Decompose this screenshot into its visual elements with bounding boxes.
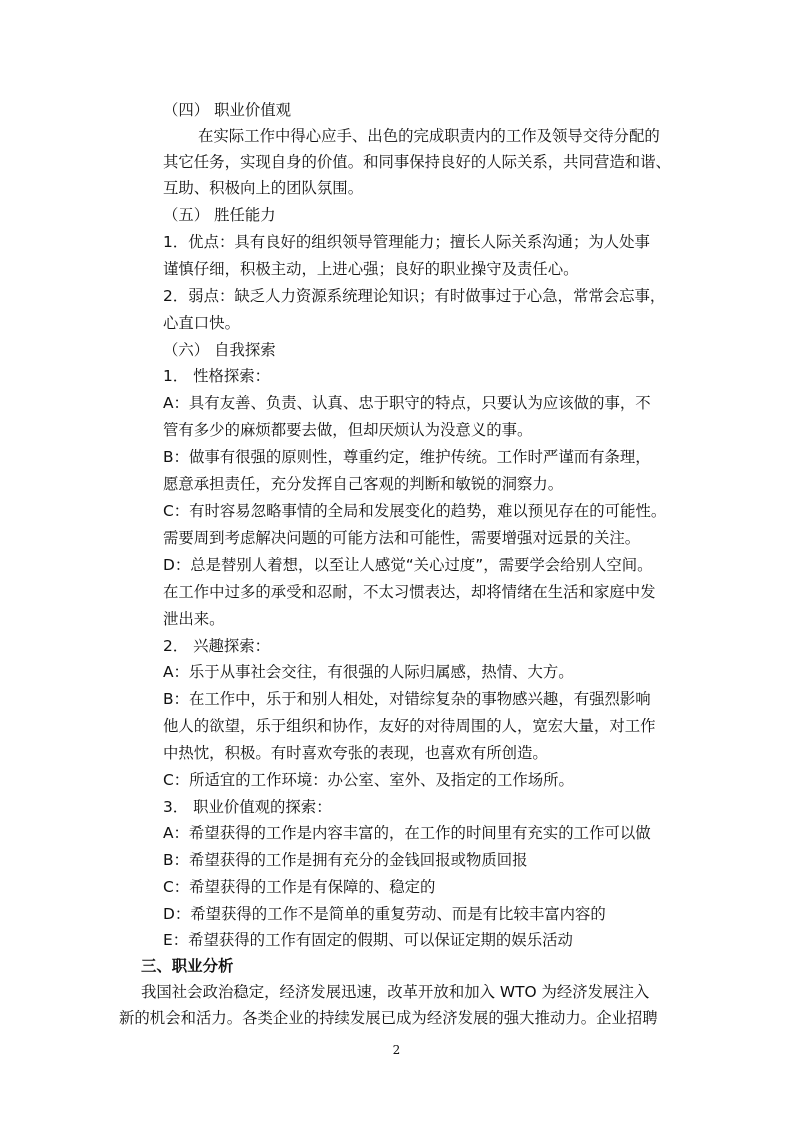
paragraph-line: C：所适宜的工作环境：办公室、室外、及指定的工作场所。 bbox=[163, 771, 574, 789]
paragraph-line: B：希望获得的工作是拥有充分的金钱回报或物质回报 bbox=[163, 851, 528, 869]
paragraph-line: E：希望获得的工作有固定的假期、可以保证定期的娱乐活动 bbox=[163, 931, 573, 949]
paragraph-line: 泄出来。 bbox=[163, 610, 225, 628]
subheading-personality: 1． 性格探索： bbox=[163, 367, 271, 385]
paragraph-line: C：希望获得的工作是有保障的、稳定的 bbox=[163, 878, 436, 896]
paragraph-line: B：做事有很强的原则性，尊重约定，维护传统。工作时严谨而有条理， bbox=[163, 448, 651, 466]
subheading-interests: 2． 兴趣探索： bbox=[163, 637, 271, 655]
heading-competency: （五） 胜任能力 bbox=[163, 206, 276, 224]
paragraph-line: A：具有友善、负责、认真、忠于职守的特点，只要认为应该做的事，不 bbox=[163, 394, 651, 412]
paragraph-line: A：希望获得的工作是内容丰富的，在工作的时间里有充实的工作可以做 bbox=[163, 824, 651, 842]
paragraph-line: D：希望获得的工作不是简单的重复劳动、而是有比较丰富内容的 bbox=[163, 905, 606, 923]
paragraph-line: 其它任务，实现自身的价值。和同事保持良好的人际关系，共同营造和谐、 bbox=[163, 153, 671, 171]
paragraph-line: 1．优点：具有良好的组织领导管理能力；擅长人际关系沟通；为人处事 bbox=[163, 233, 650, 251]
paragraph-line: 互助、积极向上的团队氛围。 bbox=[163, 179, 364, 197]
paragraph-line: 心直口快。 bbox=[163, 314, 240, 332]
subheading-values-exploration: 3． 职业价值观的探索： bbox=[163, 798, 332, 816]
paragraph-line: C：有时容易忽略事情的全局和发展变化的趋势，难以预见存在的可能性。 bbox=[163, 502, 667, 520]
paragraph-line: 需要周到考虑解决问题的可能方法和可能性，需要增强对远景的关注。 bbox=[163, 529, 641, 547]
paragraph-line: D：总是替别人着想，以至让人感觉“关心过度”，需要学会给别人空间。 bbox=[163, 556, 653, 574]
paragraph-line: 谨慎仔细，积极主动，上进心强；良好的职业操守及责任心。 bbox=[163, 260, 579, 278]
paragraph-line: 愿意承担责任，充分发挥自己客观的判断和敏锐的洞察力。 bbox=[163, 475, 564, 493]
heading-career-values: （四） 职业价值观 bbox=[163, 101, 292, 119]
paragraph-line: 在实际工作中得心应手、出色的完成职责内的工作及领导交待分配的 bbox=[198, 127, 660, 145]
heading-career-analysis: 三、职业分析 bbox=[141, 957, 234, 975]
paragraph-line: 管有多少的麻烦都要去做，但却厌烦认为没意义的事。 bbox=[163, 421, 533, 439]
paragraph-line: A：乐于从事社会交往，有很强的人际归属感，热情、大方。 bbox=[163, 663, 574, 681]
paragraph-line: 2．弱点：缺乏人力资源系统理论知识；有时做事过于心急，常常会忘事， bbox=[163, 287, 666, 305]
paragraph-line: 在工作中过多的承受和忍耐，不太习惯表达，却将情绪在生活和家庭中发 bbox=[163, 583, 656, 601]
paragraph-line: B：在工作中，乐于和别人相处，对错综复杂的事物感兴趣，有强烈影响 bbox=[163, 690, 651, 708]
paragraph-line: 中热忱，积极。有时喜欢夸张的表现，也喜欢有所创造。 bbox=[163, 744, 548, 762]
page-number: 2 bbox=[392, 1043, 401, 1057]
paragraph-line: 新的机会和活力。各类企业的持续发展已成为经济发展的强大推动力。企业招聘 bbox=[119, 1009, 658, 1027]
paragraph-line: 我国社会政治稳定，经济发展迅速，改革开放和加入 WTO 为经济发展注入 bbox=[141, 983, 650, 1001]
heading-self-exploration: （六） 自我探索 bbox=[163, 341, 276, 359]
paragraph-line: 他人的欲望，乐于组织和协作，友好的对待周围的人，宽宏大量，对工作 bbox=[163, 717, 656, 735]
